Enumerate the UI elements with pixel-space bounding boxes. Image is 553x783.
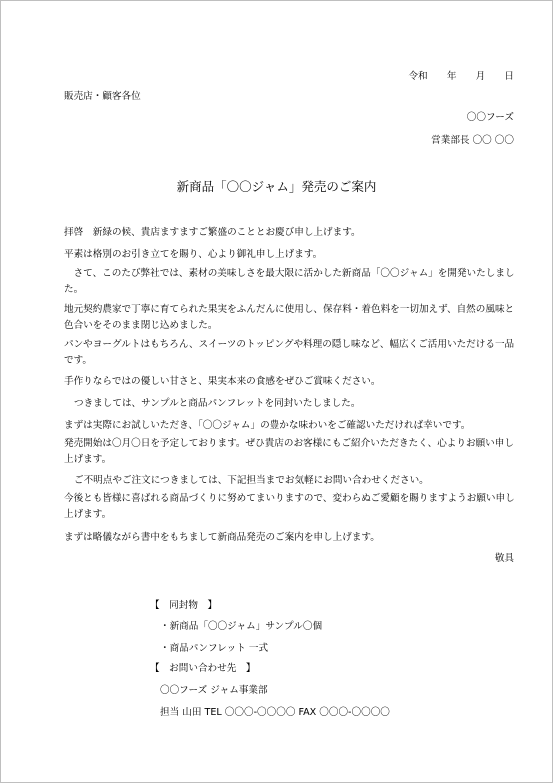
body-paragraph: つきましては、サンプルと商品パンフレットを同封いたしました。: [74, 398, 361, 409]
sender-company: 〇〇フーズ: [466, 112, 514, 123]
recipient: 販売店・顧客各位: [64, 91, 141, 102]
body-paragraph: 平素は格別のお引き立てを賜り、心より御礼申し上げます。: [64, 249, 323, 260]
contact-details: 担当 山田 TEL 〇〇〇-〇〇〇〇 FAX 〇〇〇-〇〇〇〇: [160, 707, 390, 718]
closing: 敬具: [494, 553, 514, 564]
enclosure-item: ・新商品「〇〇ジャム」サンプル〇個: [160, 621, 323, 632]
body-paragraph: まずは略儀ながら書中をもちまして新商品発売のご案内を申し上げます。: [64, 532, 380, 543]
body-paragraph: 今後とも皆様に喜ばれる商品づくりに努めてまいりますので、変わらぬご愛顧を賜りますようお願い申し上げます。: [64, 493, 515, 520]
date: 令和 年 月 日: [408, 71, 514, 82]
enclosure-item: ・商品パンフレット 一式: [160, 643, 269, 654]
document-title: 新商品「〇〇ジャム」発売のご案内: [176, 179, 377, 194]
contact-department: 〇〇フーズ ジャム事業部: [160, 685, 268, 696]
body-paragraph: ご不明点やご注文につきましては、下記担当までお気軽にお問い合わせください。: [74, 475, 429, 486]
body-paragraph: パンやヨーグルトはもちろん、スイーツのトッピングや料理の隠し味など、幅広くご活用いただける一品です。: [64, 339, 515, 366]
body-paragraph: 手作りならではの優しい甘さと、果実本来の食感をぜひご賞味ください。: [64, 376, 381, 387]
body-paragraph: さて、このたび弊社では、素材の美味しさを最大限に活かした新商品「〇〇ジャム」を開発いたしました。: [64, 268, 515, 295]
body-paragraph: 拝啓 新緑の候、貴店ますますご繁盛のこととお慶び申し上げます。: [64, 227, 361, 238]
contact-heading: 【 お問い合わせ先 】: [150, 663, 256, 674]
body-paragraph: 発売開始は〇月〇日を予定しております。ぜひ貴店のお客様にもご紹介いただきたく、心よりお願い申し上げます。: [64, 438, 514, 465]
sender-name: 営業部長 〇〇 〇〇: [431, 135, 514, 146]
enclosure-heading: 【 同封物 】: [150, 600, 218, 611]
body-paragraph: 地元契約農家で丁寧に育てられた果実をふんだんに使用し、保存料・着色料を一切加えず、自然の風味と色合いをそのまま閉じ込めました。: [64, 304, 515, 331]
body-paragraph: まずは実際にお試しいただき、「〇〇ジャム」の豊かな味わいをご確認いただければ幸いです。: [64, 420, 471, 431]
